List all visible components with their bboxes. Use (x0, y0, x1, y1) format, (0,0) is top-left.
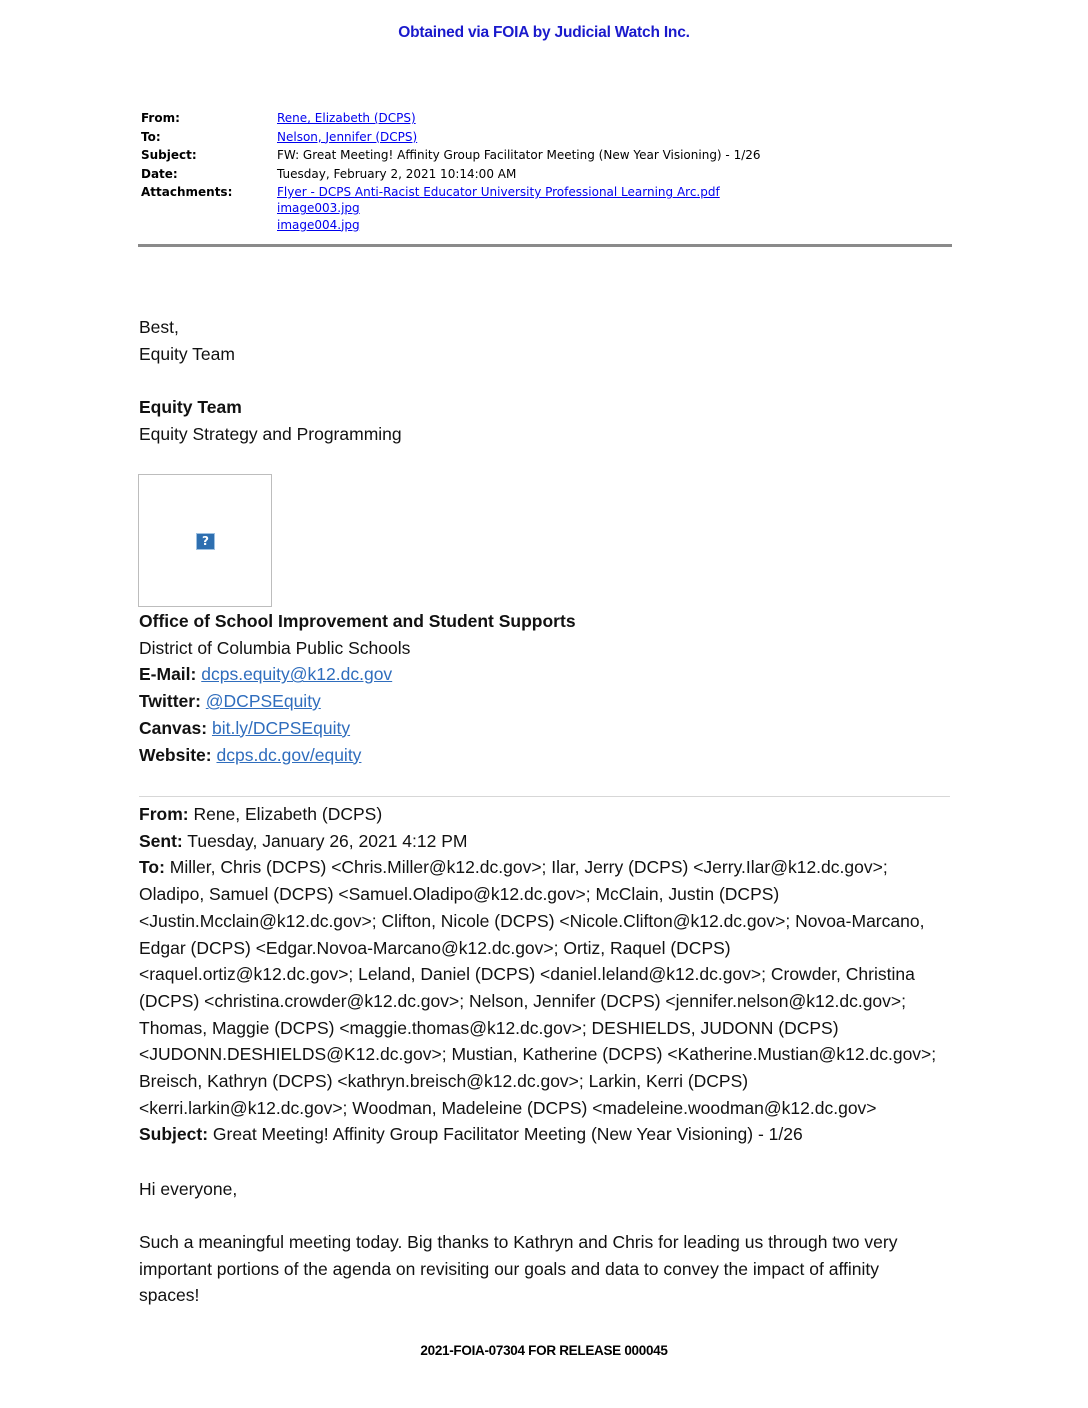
fwd-sent-row (139, 828, 954, 855)
fwd-from-label: From: (139, 804, 189, 824)
attachment-link[interactable]: image003.jpg (277, 201, 360, 216)
header-divider (138, 244, 952, 247)
fwd-sent-value: Tuesday, January 26, 2021 4:12 PM (187, 830, 468, 851)
email-header (141, 110, 761, 233)
website-link[interactable]: dcps.dc.gov/equity (216, 744, 362, 765)
fwd-sent-label: Sent: (139, 830, 183, 851)
foia-watermark-top: Obtained via FOIA by Judicial Watch Inc. (398, 24, 690, 41)
attachments-label: Attachments: (141, 185, 233, 199)
team-block (139, 394, 402, 447)
broken-image-icon: ? (196, 533, 215, 550)
paragraph-line: important portions of the agenda on revisiting our goals and data to convey the impact of affinity (139, 1258, 879, 1279)
attachment-link[interactable]: image004.jpg (277, 217, 360, 232)
team-name: Equity Team (139, 397, 242, 417)
attachments-list (277, 184, 720, 233)
header-attachments-row (141, 184, 761, 233)
signature-image-placeholder (138, 474, 272, 607)
message-paragraph (139, 1229, 949, 1309)
fwd-to-line: Thomas, Maggie (DCPS) <maggie.thomas@k12.dc.gov>; DESHIELDS, JUDONN (DCPS) (139, 1017, 839, 1038)
office-name: Office of School Improvement and Student Supports (139, 611, 576, 631)
email-row (139, 661, 576, 688)
header-date-row (141, 166, 761, 185)
date-value: Tuesday, February 2, 2021 10:14:00 AM (277, 166, 517, 181)
fwd-from-row (139, 801, 954, 828)
fwd-subject-row (139, 1121, 954, 1148)
from-label: From: (141, 111, 180, 125)
canvas-row (139, 715, 576, 742)
subject-value: FW: Great Meeting! Affinity Group Facilitator Meeting (New Year Visioning) - 1/26 (277, 148, 761, 162)
fwd-to-line: Oladipo, Samuel (DCPS) <Samuel.Oladipo@k12.dc.gov>; McClain, Justin (DCPS) (139, 884, 780, 905)
fwd-to-line: Edgar (DCPS) <Edgar.Novoa-Marcano@k12.dc.gov>; Ortiz, Raquel (DCPS) (139, 937, 731, 958)
canvas-link[interactable]: bit.ly/DCPSEquity (211, 717, 351, 738)
team-subtitle: Equity Strategy and Programming (139, 423, 402, 444)
to-recipient-link[interactable]: Nelson, Jennifer (DCPS) (277, 129, 418, 144)
date-label: Date: (141, 166, 178, 181)
forward-separator (139, 796, 950, 797)
closing-text: Best, (139, 317, 179, 337)
greeting: Hi everyone, (139, 1179, 238, 1199)
fwd-to-line: <raquel.ortiz@k12.dc.gov>; Leland, Daniel (DCPS) <daniel.leland@k12.dc.gov>; Crowder, Christina (139, 964, 915, 985)
website-label: Website: (139, 744, 212, 765)
website-row (139, 742, 576, 769)
fwd-to-line: Breisch, Kathryn (DCPS) <kathryn.breisch@k12.dc.gov>; Larkin, Kerri (DCPS) (139, 1071, 749, 1092)
fwd-to-line: <kerri.larkin@k12.dc.gov>; Woodman, Madeleine (DCPS) <madeleine.woodman@k12.dc.gov> (139, 1097, 877, 1118)
from-sender-link[interactable]: Rene, Elizabeth (DCPS) (277, 111, 416, 125)
fwd-from-value: Rene, Elizabeth (DCPS) (193, 804, 383, 824)
header-from-row (141, 110, 761, 129)
district-name: District of Columbia Public Schools (139, 637, 411, 658)
foia-release-footer: 2021-FOIA-07304 FOR RELEASE 000045 (420, 1343, 668, 1358)
fwd-subject-label: Subject: (139, 1124, 209, 1145)
fwd-to-row (139, 854, 954, 1121)
fwd-to-line: <JUDONN.DESHIELDS@K12.dc.gov>; Mustian, Katherine (DCPS) <Katherine.Mustian@k12.dc.gov>; (139, 1044, 937, 1065)
twitter-label: Twitter: (139, 691, 201, 712)
twitter-row (139, 688, 576, 715)
subject-label: Subject: (141, 148, 197, 162)
attachment-link[interactable]: Flyer - DCPS Anti-Racist Educator University Professional Learning Arc.pdf (277, 185, 720, 199)
header-to-row (141, 129, 761, 148)
fwd-to-line: <Justin.Mcclain@k12.dc.gov>; Clifton, Nicole (DCPS) <Nicole.Clifton@k12.dc.gov>; Novoa-Marcano, (139, 910, 925, 931)
closing-name: Equity Team (139, 343, 235, 364)
email-link[interactable]: dcps.equity@k12.dc.gov (201, 664, 393, 685)
canvas-label: Canvas: (139, 717, 208, 738)
closing-block (139, 314, 235, 367)
fwd-to-line: (DCPS) <christina.crowder@k12.dc.gov>; Nelson, Jennifer (DCPS) <jennifer.nelson@k12.dc.gov>; (139, 990, 906, 1011)
forwarded-header (139, 801, 954, 1148)
fwd-subject-value: Great Meeting! Affinity Group Facilitator Meeting (New Year Visioning) - 1/26 (212, 1124, 803, 1145)
email-label: E-Mail: (139, 664, 197, 685)
signature-contact-block (139, 608, 576, 768)
to-label: To: (141, 129, 161, 144)
header-subject-row (141, 147, 761, 166)
twitter-link[interactable]: @DCPSEquity (205, 691, 321, 712)
paragraph-line: Such a meaningful meeting today. Big thanks to Kathryn and Chris for leading us through two very (139, 1232, 898, 1252)
fwd-to-line: Miller, Chris (DCPS) <Chris.Miller@k12.dc.gov>; Ilar, Jerry (DCPS) <Jerry.Ilar@k12.dc.gov>; (169, 857, 888, 878)
paragraph-line: spaces! (139, 1285, 200, 1306)
fwd-to-label: To: (139, 857, 165, 878)
